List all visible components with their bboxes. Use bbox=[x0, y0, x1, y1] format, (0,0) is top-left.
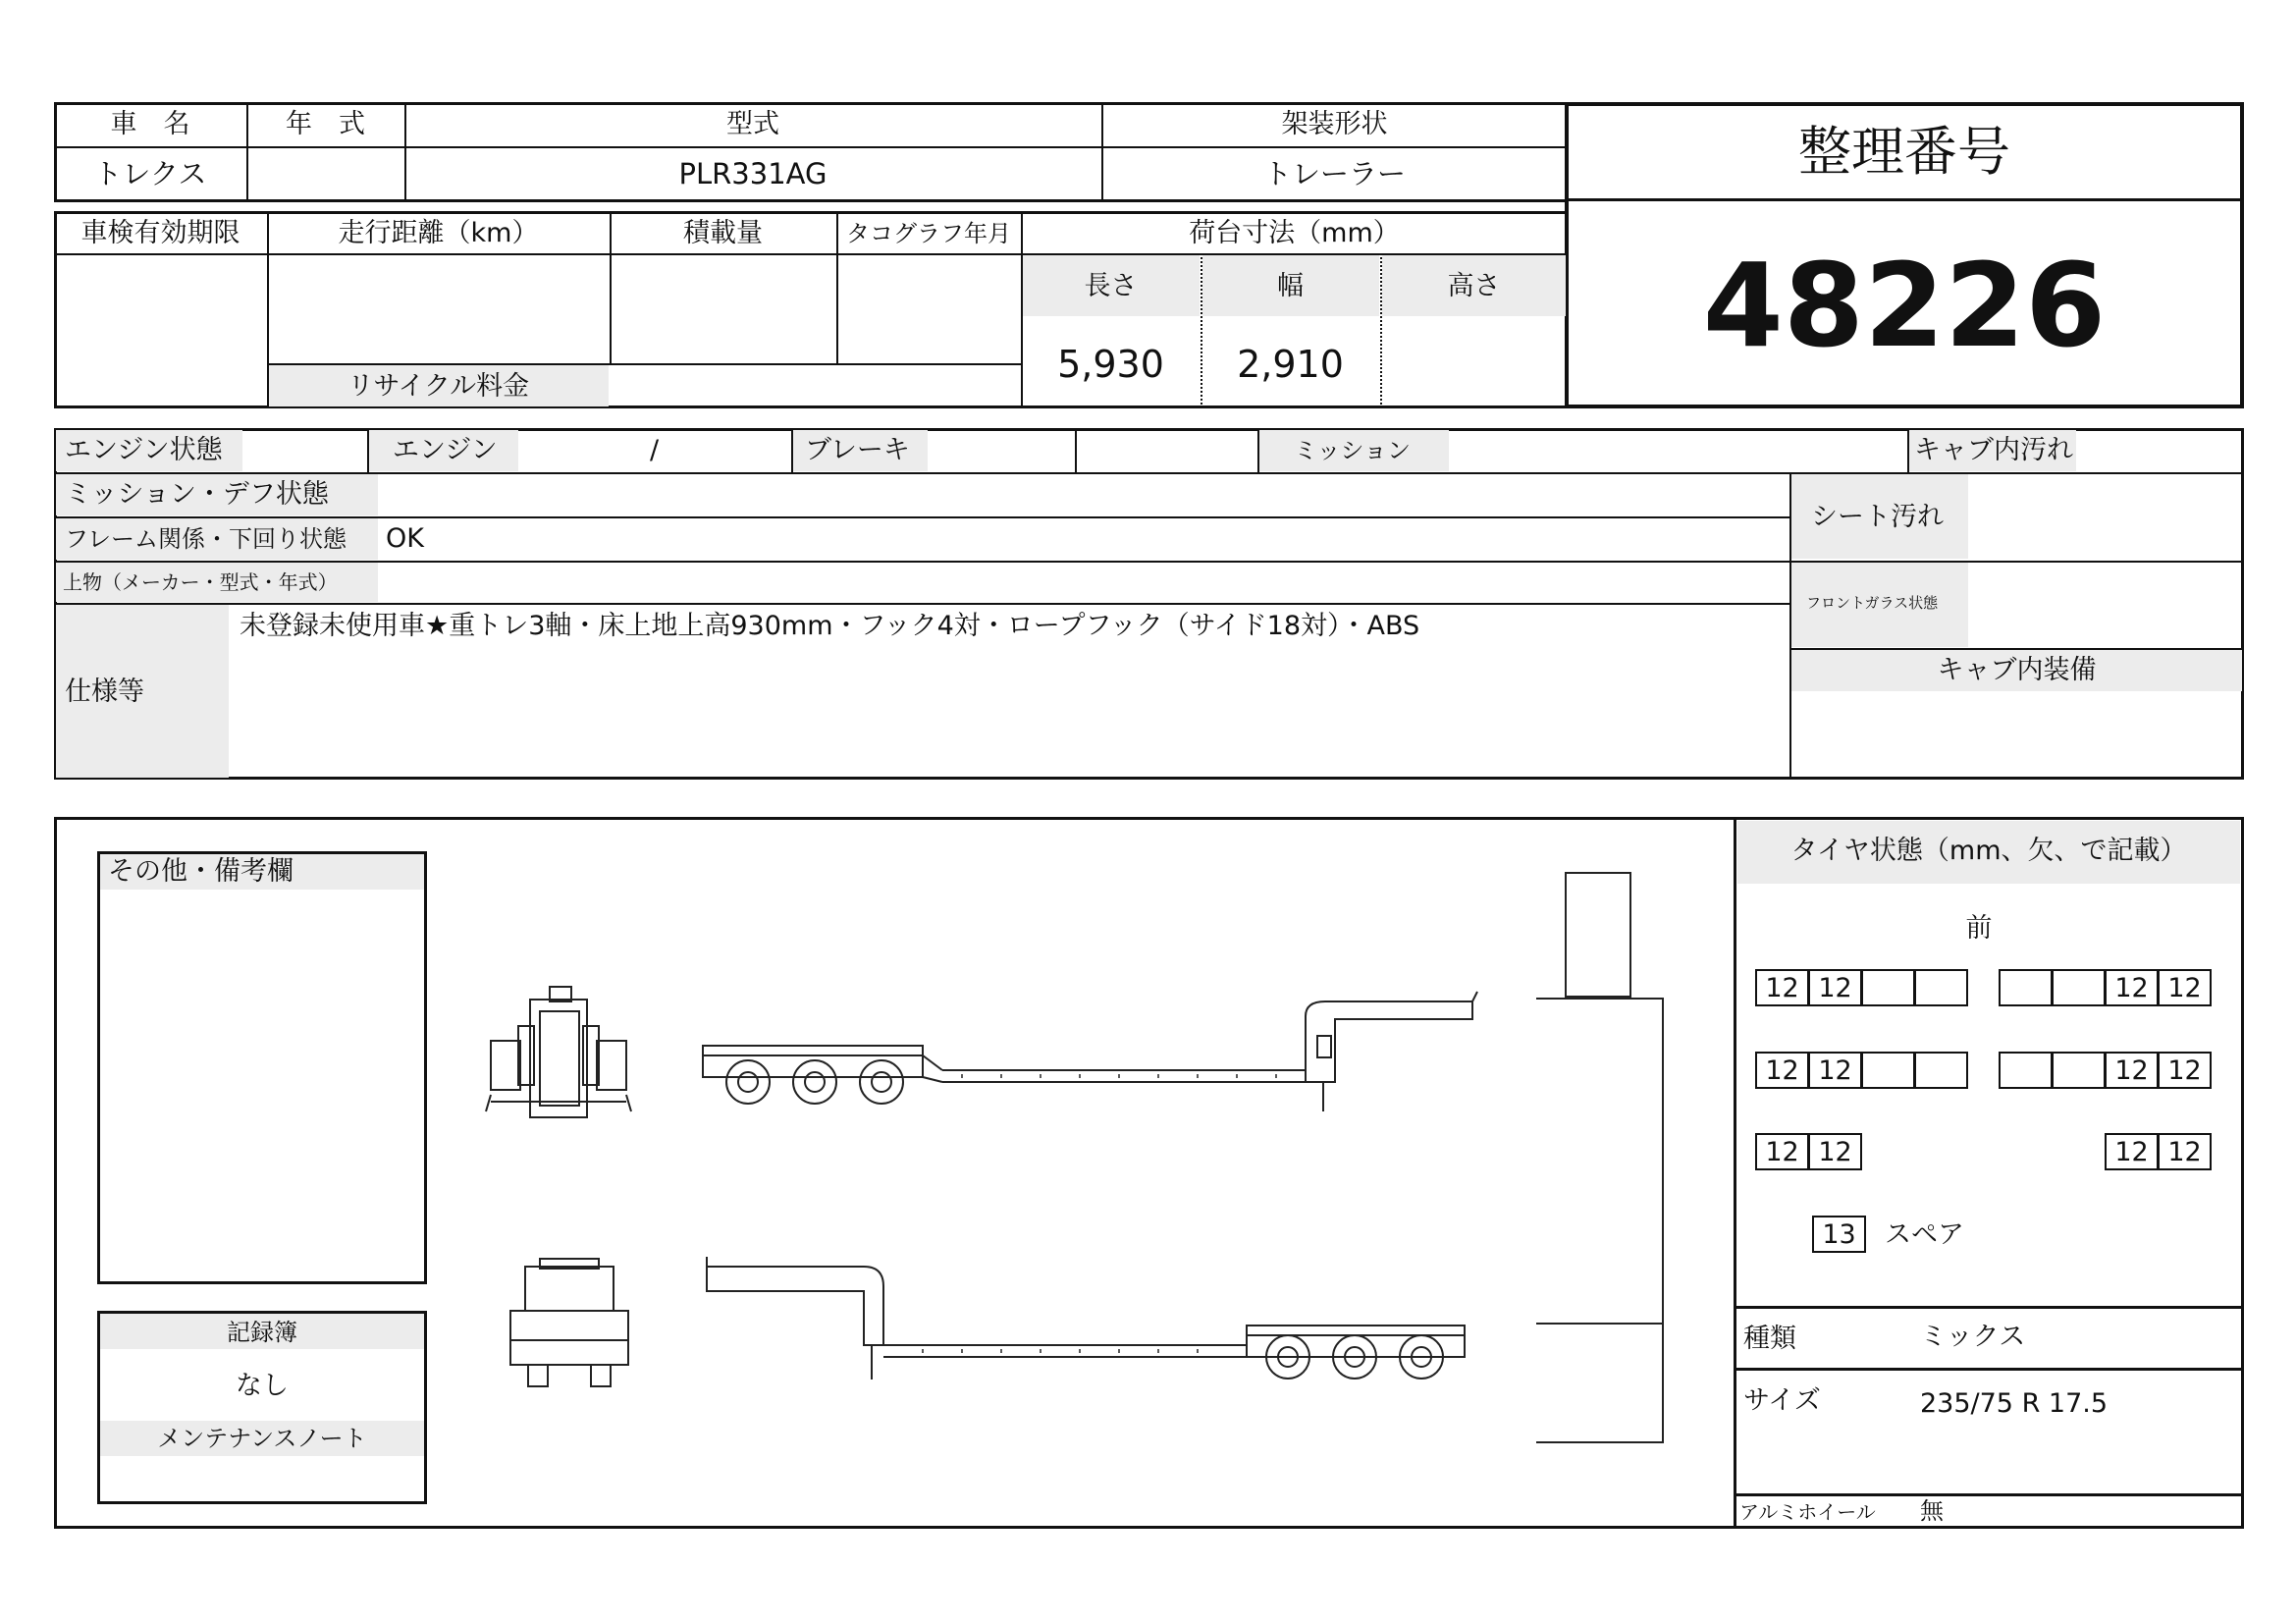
tire-r1-r3: 12 bbox=[2105, 969, 2159, 1006]
tire-title: タイヤ状態（mm、欠、で記載） bbox=[1790, 836, 2187, 866]
maintenance-note-label: メンテナンスノート bbox=[157, 1425, 367, 1452]
bed-width-value: 2,910 bbox=[1237, 343, 1344, 386]
tire-spare: 13 bbox=[1812, 1216, 1866, 1253]
alumi-wheel-value: 無 bbox=[1920, 1497, 1944, 1525]
body-type-label: 架装形状 bbox=[1281, 109, 1388, 139]
body-type-value: トレーラー bbox=[1262, 157, 1406, 190]
upper-body-label: 上物（メーカー・型式・年式） bbox=[63, 570, 338, 594]
tire-r2-l1: 12 bbox=[1755, 1052, 1809, 1089]
mission-label: ミッション bbox=[1294, 437, 1412, 464]
record-book-value: なし bbox=[236, 1371, 289, 1401]
engine-state-label: エンジン状態 bbox=[65, 435, 223, 465]
tire-r1-r2 bbox=[2052, 969, 2106, 1006]
cab-dirt-label: キャブ内汚れ bbox=[1914, 435, 2073, 465]
mileage-label: 走行距離（km） bbox=[338, 218, 539, 248]
recycle-fee-label: リサイクル料金 bbox=[347, 371, 530, 402]
bed-length-value: 5,930 bbox=[1057, 343, 1164, 386]
mission-diff-label: ミッション・デフ状態 bbox=[65, 479, 329, 510]
tire-type-value: ミックス bbox=[1920, 1322, 2026, 1352]
tire-r3-r2: 12 bbox=[2158, 1133, 2212, 1170]
spec-label: 仕様等 bbox=[65, 676, 144, 707]
bed-height-label: 高さ bbox=[1447, 271, 1501, 301]
tire-r2-l2: 12 bbox=[1808, 1052, 1862, 1089]
tire-r2-r4: 12 bbox=[2158, 1052, 2212, 1089]
car-name-value: トレクス bbox=[93, 157, 207, 190]
record-book-label: 記録簿 bbox=[227, 1319, 297, 1346]
model-value: PLR331AG bbox=[678, 157, 828, 190]
tire-r2-r2 bbox=[2052, 1052, 2106, 1089]
engine-label: エンジン bbox=[393, 435, 498, 465]
management-number: 48226 bbox=[1702, 238, 2107, 373]
tire-r3-l2: 12 bbox=[1808, 1133, 1862, 1170]
frame-label: フレーム関係・下回り状態 bbox=[65, 525, 347, 553]
cab-equipment-label: キャブ内装備 bbox=[1937, 655, 2097, 685]
tire-r2-l3 bbox=[1861, 1052, 1915, 1089]
engine-slash: / bbox=[650, 435, 660, 465]
trailer-rear-view-icon bbox=[486, 987, 631, 1117]
trailer-side-view-lower-icon bbox=[707, 1257, 1465, 1380]
seat-dirt-label: シート汚れ bbox=[1811, 502, 1944, 532]
tire-r2-r1 bbox=[1999, 1052, 2053, 1089]
bed-size-label: 荷台寸法（mm） bbox=[1189, 218, 1400, 248]
tire-r1-r1 bbox=[1999, 969, 2053, 1006]
capacity-label: 積載量 bbox=[683, 218, 763, 248]
tire-size-value: 235/75 R 17.5 bbox=[1920, 1388, 2109, 1419]
alumi-wheel-label: アルミホイール bbox=[1739, 1500, 1876, 1524]
brake-label: ブレーキ bbox=[805, 435, 910, 465]
inspection-expiry-label: 車検有効期限 bbox=[80, 218, 240, 248]
spec-value: 未登録未使用車★重トレ3軸・床上地上高930mm・フック4対・ロープフック（サイド18対）・ABS bbox=[240, 611, 1420, 641]
tire-r2-l4 bbox=[1914, 1052, 1968, 1089]
tire-r2-r3: 12 bbox=[2105, 1052, 2159, 1089]
tire-r1-l4 bbox=[1914, 969, 1968, 1006]
windshield-label: フロントガラス状態 bbox=[1806, 594, 1939, 612]
tire-r1-l2: 12 bbox=[1808, 969, 1862, 1006]
tire-r1-r4: 12 bbox=[2158, 969, 2212, 1006]
tire-spare-label: スペア bbox=[1885, 1219, 1964, 1250]
tire-front-label: 前 bbox=[1965, 913, 1993, 944]
tire-r3-l1: 12 bbox=[1755, 1133, 1809, 1170]
tire-r1-l3 bbox=[1861, 969, 1915, 1006]
tire-r3-r1: 12 bbox=[2105, 1133, 2159, 1170]
year-label: 年 式 bbox=[286, 109, 365, 139]
bed-width-label: 幅 bbox=[1277, 271, 1304, 301]
trailer-diagram bbox=[471, 854, 1688, 1463]
tachograph-label: タコグラフ年月 bbox=[846, 220, 1011, 247]
tire-size-label: サイズ bbox=[1743, 1385, 1821, 1416]
management-number-label: 整理番号 bbox=[1798, 121, 2010, 183]
tire-type-label: 種類 bbox=[1743, 1324, 1796, 1354]
bed-length-label: 長さ bbox=[1084, 271, 1138, 301]
tire-r1-l1: 12 bbox=[1755, 969, 1809, 1006]
trailer-side-view-upper-icon bbox=[703, 992, 1477, 1111]
model-label: 型式 bbox=[726, 109, 779, 139]
trailer-front-view-icon bbox=[510, 1259, 628, 1386]
other-remarks-label: その他・備考欄 bbox=[108, 856, 294, 887]
car-name-label: 車 名 bbox=[110, 109, 190, 139]
frame-value: OK bbox=[386, 523, 424, 554]
